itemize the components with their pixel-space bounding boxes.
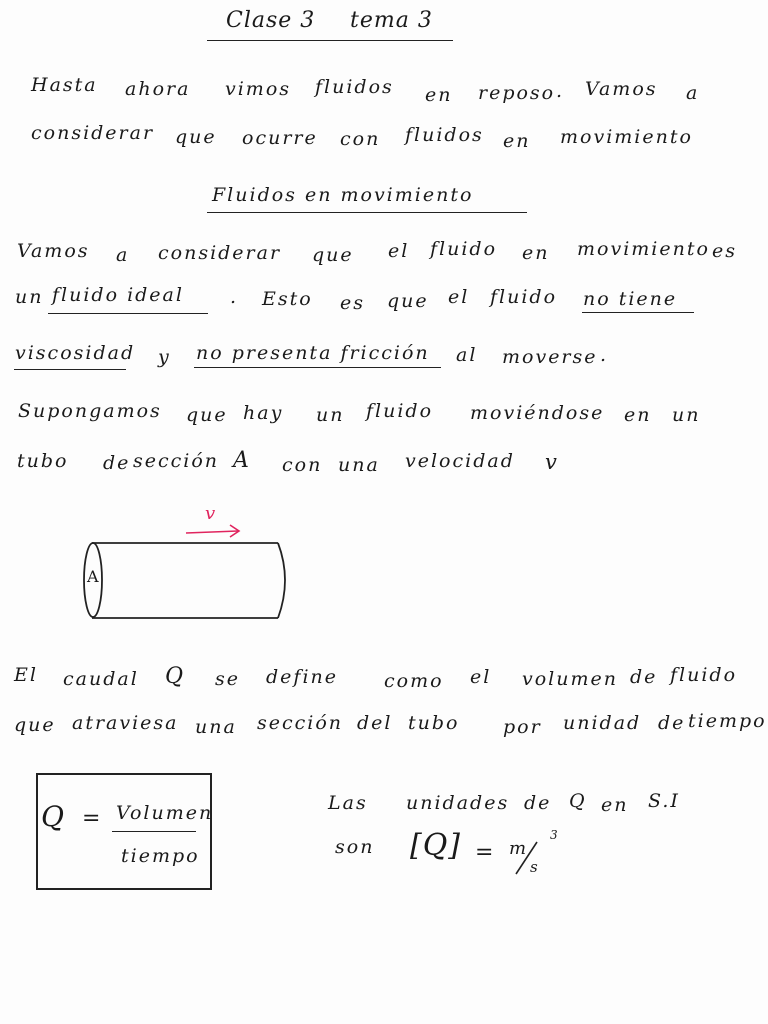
word: reposo bbox=[478, 82, 556, 104]
word: atraviesa bbox=[72, 712, 179, 734]
word: en bbox=[522, 242, 550, 264]
word: que bbox=[312, 244, 354, 266]
word: en bbox=[503, 130, 531, 152]
formula-equals: = bbox=[82, 806, 102, 831]
section-heading: Fluidos en movimiento bbox=[212, 184, 474, 206]
word: que bbox=[186, 404, 228, 426]
word: hay bbox=[243, 402, 284, 424]
word: unidades bbox=[406, 792, 510, 814]
word: de bbox=[658, 712, 686, 734]
word: unidad bbox=[563, 712, 642, 734]
units-exponent: 3 bbox=[550, 828, 559, 842]
word: sección bbox=[133, 450, 220, 472]
word: a bbox=[116, 244, 130, 266]
word: tubo bbox=[408, 712, 460, 734]
viscosidad-term: viscosidad bbox=[15, 342, 136, 364]
word: es bbox=[340, 292, 365, 314]
fluido-ideal-term: fluido ideal bbox=[52, 284, 184, 306]
word: vimos bbox=[225, 78, 292, 100]
word: de bbox=[630, 666, 658, 688]
word: por bbox=[503, 716, 542, 738]
word: movimiento bbox=[577, 238, 710, 260]
word: Q bbox=[165, 664, 186, 689]
word: A bbox=[233, 448, 251, 473]
word: de bbox=[103, 452, 131, 474]
word: moverse bbox=[502, 346, 598, 368]
word: define bbox=[266, 666, 338, 688]
word: el bbox=[470, 666, 492, 688]
word: considerar bbox=[31, 122, 155, 144]
word: una bbox=[195, 716, 237, 738]
word: . bbox=[556, 80, 565, 102]
word: Vamos bbox=[17, 240, 90, 262]
word: en bbox=[624, 404, 652, 426]
no-presenta-friccion-term: no presenta fricción bbox=[196, 342, 430, 364]
units-denominator: s bbox=[530, 858, 539, 876]
word: fluido bbox=[670, 664, 738, 686]
word: Supongamos bbox=[18, 400, 162, 422]
word: con bbox=[340, 128, 381, 150]
formula-denominator: tiempo bbox=[121, 845, 200, 867]
word: una bbox=[338, 454, 380, 476]
word: S.I bbox=[648, 790, 680, 812]
word: Q bbox=[569, 790, 587, 812]
units-numerator: m bbox=[509, 838, 528, 859]
word: caudal bbox=[63, 668, 139, 690]
word: a bbox=[686, 82, 700, 104]
units-equals: = bbox=[475, 840, 495, 865]
word: y bbox=[158, 346, 171, 368]
word: Vamos bbox=[585, 78, 658, 100]
word: fluido bbox=[430, 238, 498, 260]
word: con bbox=[282, 454, 323, 476]
word: se bbox=[215, 668, 240, 690]
word: ahora bbox=[125, 78, 191, 100]
word: en bbox=[425, 84, 453, 106]
word: un bbox=[316, 404, 345, 426]
word: fluidos bbox=[405, 124, 484, 146]
word: que bbox=[175, 126, 217, 148]
word: Las bbox=[328, 792, 368, 814]
word: el bbox=[388, 240, 410, 262]
word: que bbox=[14, 714, 56, 736]
word: el bbox=[448, 286, 470, 308]
word: moviéndose bbox=[470, 402, 605, 424]
word: fluido bbox=[366, 400, 434, 422]
section-label-a: A bbox=[87, 567, 100, 586]
formula-numerator: Volumen bbox=[116, 802, 214, 824]
word: tiempo bbox=[688, 710, 767, 732]
word: velocidad bbox=[405, 450, 515, 472]
word: Hasta bbox=[31, 74, 98, 96]
word: como bbox=[384, 670, 444, 692]
word: El bbox=[14, 664, 38, 686]
velocity-symbol: v bbox=[545, 450, 559, 474]
word: Esto bbox=[262, 288, 313, 310]
word: tubo bbox=[17, 450, 69, 472]
word: fluido bbox=[490, 286, 558, 308]
word: ocurre bbox=[242, 127, 318, 149]
no-tiene-term: no tiene bbox=[583, 288, 678, 310]
velocity-label: v bbox=[205, 503, 218, 524]
word: considerar bbox=[158, 242, 282, 264]
word: movimiento bbox=[560, 126, 693, 148]
header-tema: tema 3 bbox=[350, 8, 433, 33]
word: volumen bbox=[522, 668, 618, 690]
formula-lhs: Q bbox=[41, 800, 65, 833]
word: que bbox=[387, 290, 429, 312]
word: es bbox=[712, 240, 737, 262]
word: . bbox=[600, 344, 609, 366]
word: fluidos bbox=[315, 76, 394, 98]
word: al bbox=[456, 344, 478, 366]
word: en bbox=[601, 794, 629, 816]
word: del bbox=[357, 712, 393, 734]
units-son: son bbox=[335, 836, 375, 858]
word: de bbox=[524, 792, 552, 814]
word: . bbox=[230, 286, 239, 308]
units-bracket-q: [Q] bbox=[410, 828, 462, 863]
word: un bbox=[672, 404, 701, 426]
word: un bbox=[15, 286, 44, 308]
word: sección bbox=[257, 712, 344, 734]
header-clase: Clase 3 bbox=[226, 8, 316, 33]
